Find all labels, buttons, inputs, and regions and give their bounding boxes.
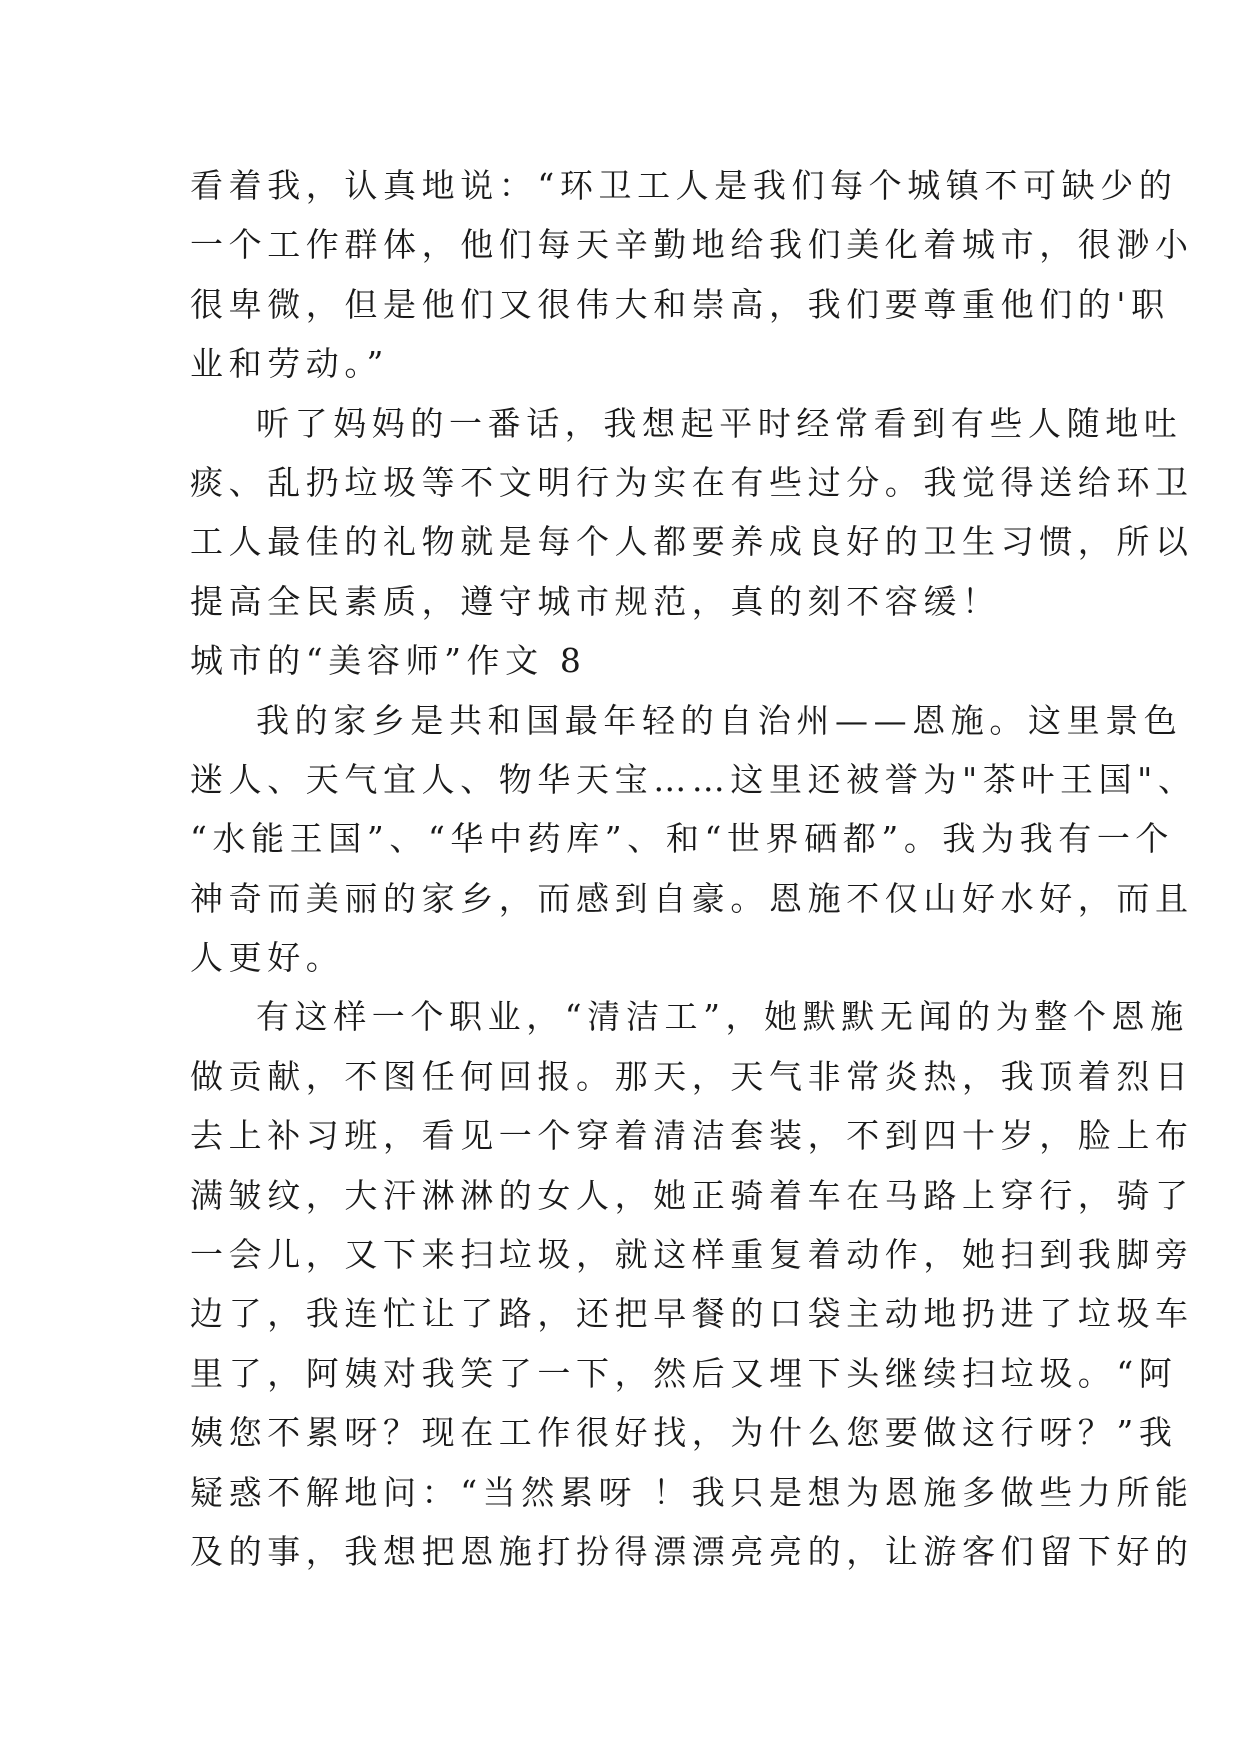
paragraph-line: 一会儿，又下来扫垃圾，就这样重复着动作，她扫到我脚旁 [190,1235,1194,1275]
paragraph-line: 业和劳动。” [190,344,389,384]
paragraph-line: 听了妈妈的一番话，我想起平时经常看到有些人随地吐 [256,403,1183,443]
paragraph-line: 工人最佳的礼物就是每个人都要养成良好的卫生习惯，所以 [190,522,1194,562]
paragraph-line: 及的事，我想把恩施打扮得漂漂亮亮的，让游客们留下好的 [190,1531,1194,1571]
paragraph-line: 神奇而美丽的家乡，而感到自豪。恩施不仅山好水好，而且 [190,878,1194,918]
paragraph-line: 有这样一个职业，“清洁工”，她默默无闻的为整个恩施 [256,997,1189,1037]
paragraph-3 [190,691,1197,988]
paragraph-line: 痰、乱扔垃圾等不文明行为实在有些过分。我觉得送给环卫 [190,462,1194,502]
paragraph-line: 提高全民素质，遵守城市规范，真的刻不容缓！ [190,581,1001,621]
paragraph-line: 里了，阿姨对我笑了一下，然后又埋下头继续扫垃圾。“阿 [190,1353,1178,1393]
paragraph-2 [190,394,1194,632]
paragraph-1 [190,156,1194,394]
paragraph-line: 看着我，认真地说：“环卫工人是我们每个城镇不可缺少的 [190,166,1178,205]
paragraph-line: 边了，我连忙让了路，还把早餐的口袋主动地扔进了垃圾车 [190,1294,1194,1334]
paragraph-line: 去上补习班，看见一个穿着清洁套装，不到四十岁，脸上布 [190,1116,1194,1156]
paragraph-line: “水能王国”、“华中药库”、和“世界硒都”。我为我有一个 [190,819,1175,859]
paragraph-line: 我的家乡是共和国最年轻的自治州——恩施。这里景色 [256,700,1183,740]
paragraph-line: 很卑微，但是他们又很伟大和崇高，我们要尊重他们的'职 [190,284,1170,324]
section-heading: 城市的“美容师”作文 8 [190,641,587,681]
paragraph-line: 满皱纹，大汗淋淋的女人，她正骑着车在马路上穿行，骑了 [190,1175,1194,1215]
paragraph-line: 疑惑不解地问：“当然累呀 ！我只是想为恩施多做些力所能 [190,1472,1194,1512]
paragraph-4 [190,987,1194,1581]
essay-text [190,156,1197,1581]
paragraph-line: 一个工作群体，他们每天辛勤地给我们美化着城市，很渺小 [190,225,1194,265]
paragraph-line: 做贡献，不图任何回报。那天，天气非常炎热，我顶着烈日 [190,1056,1194,1096]
paragraph-line: 姨您不累呀？现在工作很好找，为什么您要做这行呀？”我 [190,1413,1178,1453]
paragraph-line: 迷人、天气宜人、物华天宝……这里还被誉为"茶叶王国"、 [190,759,1197,799]
paragraph-line: 人更好。 [190,938,345,978]
